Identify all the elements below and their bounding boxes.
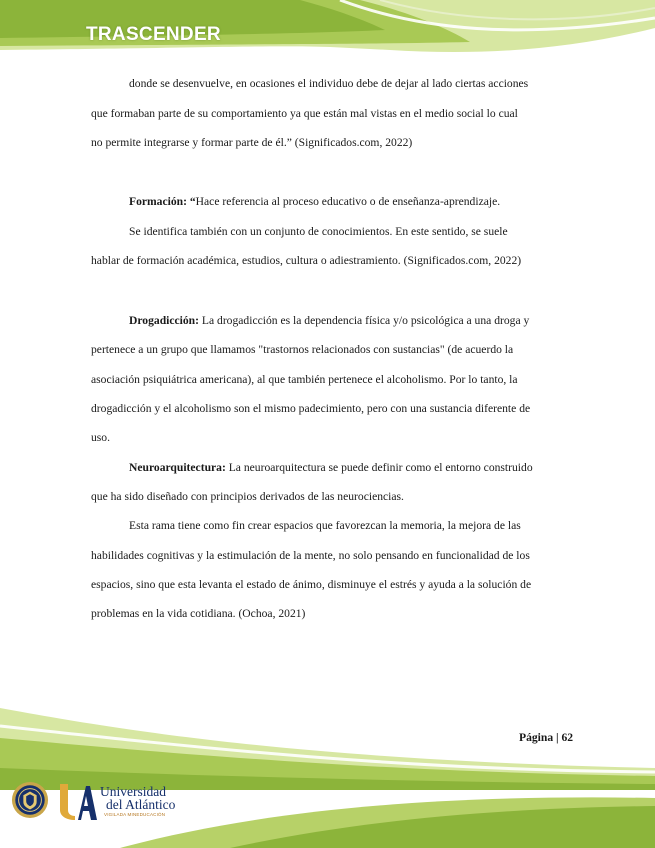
university-seal-icon <box>11 781 49 819</box>
term-drogadiccion: Drogadicción: <box>129 314 199 327</box>
publication-title: TRASCENDER <box>86 24 221 45</box>
text-line: donde se desenvuelve, en ocasiones el individuo debe de dejar al lado ciertas acciones <box>129 77 529 90</box>
text-line: La drogadicción es la dependencia física y/o psicológica a una droga y <box>199 314 530 327</box>
text-line: que formaban parte de su comportamiento ya que están mal vistas en el medio social lo cual <box>91 107 518 120</box>
open-quote: “ <box>186 195 196 208</box>
text-line: hablar de formación académica, estudios, cultura o adiestramiento. (Significados.com, 2022) <box>91 254 522 267</box>
term-neuroarquitectura: Neuroarquitectura: <box>129 461 226 474</box>
term-formacion: Formación: <box>129 195 187 208</box>
text-line: uso. <box>91 431 111 444</box>
text-line: no permite integrarse y formar parte de él.” (Significados.com, 2022) <box>91 136 413 149</box>
university-name-line1: Universidad <box>100 784 166 799</box>
page-number: Página | 62 <box>519 731 574 744</box>
university-name-line2: del Atlántico <box>106 797 176 812</box>
definition-formacion <box>129 195 500 208</box>
university-logo-icon <box>56 780 98 822</box>
text-line: Esta rama tiene como fin crear espacios que favorezcan la memoria, la mejora de las <box>129 519 521 532</box>
footer-banner <box>0 690 655 848</box>
text-line: espacios, sino que esta levanta el estado de ánimo, disminuye el estrés y ayuda a la solución de <box>91 578 532 591</box>
text-line: asociación psiquiátrica americana), al que también pertenece el alcoholismo. Por lo tanto, la <box>91 373 518 386</box>
text-line: Se identifica también con un conjunto de conocimientos. En este sentido, se suele <box>129 225 508 238</box>
text-line: La neuroarquitectura se puede definir como el entorno construido <box>225 461 533 474</box>
text-line: habilidades cognitivas y la estimulación de la mente, no solo pensando en funcionalidad de los <box>91 549 530 562</box>
university-tagline: VIGILADA MINEDUCACIÓN <box>104 812 166 817</box>
text-line: que ha sido diseñado con principios derivados de las neurociencias. <box>91 490 404 503</box>
text-line: pertenece a un grupo que llamamos "trastornos relacionados con sustancias" (de acuerdo la <box>91 343 514 356</box>
text-line: drogadicción y el alcoholismo son el mismo padecimiento, pero con una sustancia diferente de <box>91 402 531 415</box>
text-line: Hace referencia al proceso educativo o de enseñanza-aprendizaje. <box>195 195 501 208</box>
definition-neuroarquitectura <box>129 461 533 474</box>
definition-drogadiccion <box>129 314 529 327</box>
text-line: problemas en la vida cotidiana. (Ochoa, 2021) <box>91 607 306 620</box>
